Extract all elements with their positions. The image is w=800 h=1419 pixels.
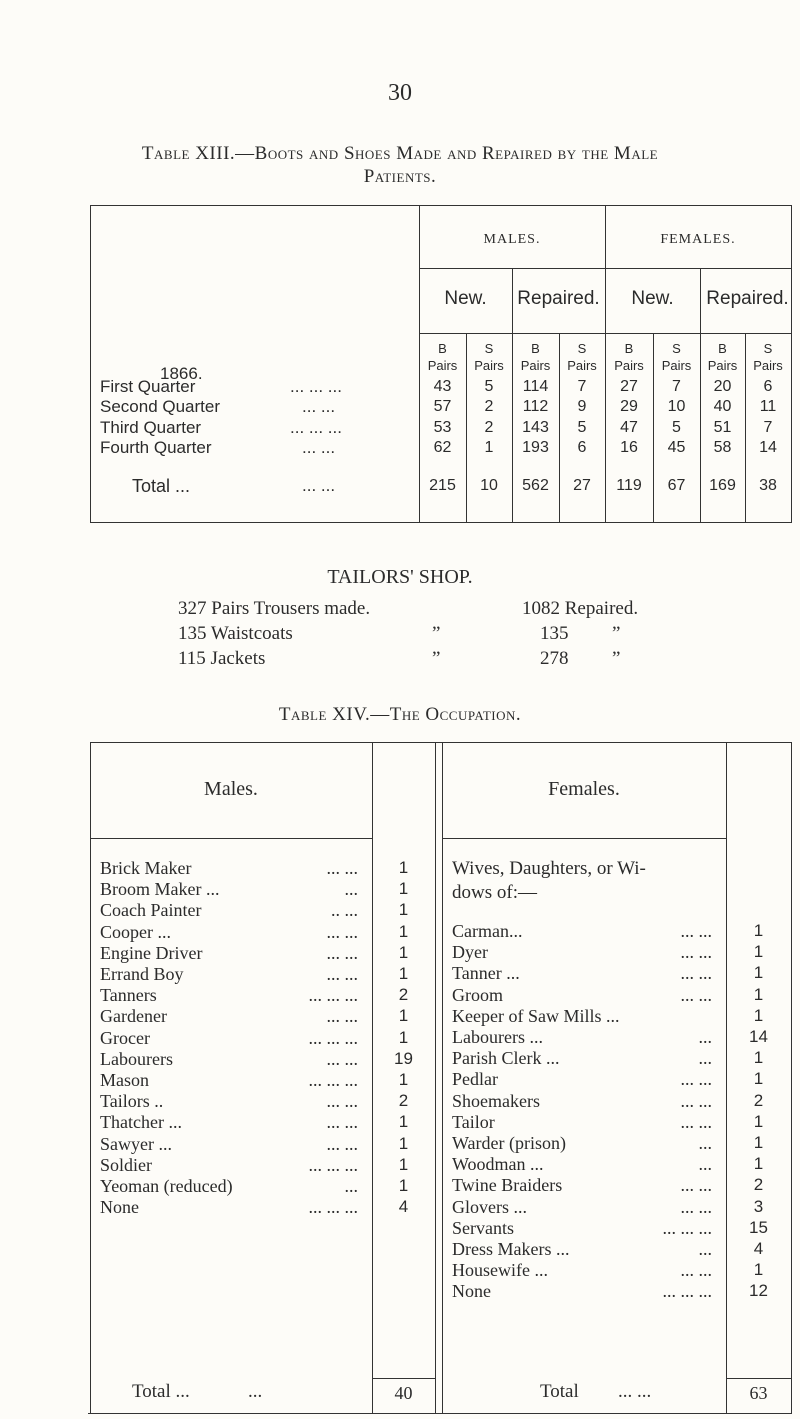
female-count: 1 — [753, 1069, 764, 1089]
females-group-head: FEMALES. — [660, 232, 736, 247]
female-occupation: Parish Clerk ... — [452, 1048, 560, 1069]
tailors-line-2-ditto: ” — [432, 623, 441, 644]
female-count: 14 — [749, 1027, 768, 1046]
male-count: 1 — [398, 1027, 409, 1047]
leader-dots: ... ... — [302, 476, 336, 495]
table-cell: 47 — [620, 419, 638, 436]
table-cell: 43 — [433, 378, 452, 395]
male-occupation: None — [100, 1197, 139, 1218]
female-occupation: Woodman ... — [452, 1154, 544, 1175]
tailors-line-3-ditto: ” — [432, 648, 441, 669]
female-count: 15 — [749, 1217, 768, 1237]
leader-dots: ... — [698, 1027, 712, 1047]
female-count: 1 — [753, 942, 764, 962]
table-cell: 193 — [522, 439, 549, 456]
female-occupation: Tanner ... — [452, 963, 520, 984]
female-count: 1 — [753, 984, 764, 1004]
males-new-head: New. — [444, 288, 487, 309]
table-cell: 29 — [620, 398, 638, 415]
males-total-value: 40 — [394, 1383, 413, 1403]
table-cell: 143 — [522, 419, 549, 436]
female-occupation: Pedlar — [452, 1069, 498, 1090]
male-occupation: Coach Painter — [100, 900, 202, 921]
table-cell: 27 — [620, 378, 638, 395]
table13-caption-line2: Patients. — [363, 166, 437, 187]
leader-dots: ... ... — [326, 1091, 358, 1112]
leader-dots: ... ... — [680, 1175, 712, 1196]
female-count: 2 — [753, 1090, 764, 1110]
female-occupation: Servants — [452, 1217, 514, 1238]
col-head-bottom: Pairs — [661, 358, 692, 373]
col-head-top: B — [531, 341, 540, 356]
tailors-line-2-ditto2: ” — [612, 623, 621, 644]
female-occupation: Groom — [452, 984, 503, 1005]
tailors-title: TAILORS' SHOP. — [327, 566, 473, 588]
leader-dots: ... — [344, 879, 358, 900]
male-count: 4 — [398, 1197, 409, 1217]
leader-dots: ... ... — [680, 1260, 712, 1281]
male-count: 1 — [398, 858, 409, 877]
total-cell: 562 — [522, 477, 549, 494]
leader-dots: ... ... — [302, 397, 336, 416]
table-cell: 45 — [667, 439, 686, 456]
male-count: 1 — [398, 964, 409, 983]
col-head-top: B — [438, 341, 447, 356]
table-cell: 16 — [620, 439, 638, 456]
total-cell: 10 — [480, 477, 498, 494]
col-head-bottom: Pairs — [427, 358, 458, 373]
leader-dots: ... — [698, 1133, 712, 1153]
tailors-line-3-item: 115 Jackets — [178, 648, 266, 669]
males-total-dots: ... — [248, 1381, 263, 1402]
table-cell: 9 — [577, 398, 587, 415]
female-occupation: Keeper of Saw Mills ... — [452, 1005, 620, 1026]
female-occupation: Carman... — [452, 921, 523, 941]
col-head-top: S — [763, 341, 773, 356]
table-cell: 10 — [667, 398, 686, 415]
tailors-line-3-ditto2: ” — [612, 648, 621, 669]
tailors-line-2-repaired: 135 — [540, 623, 569, 644]
leader-dots: ... ... — [326, 964, 358, 984]
quarter-label: Fourth Quarter — [100, 438, 212, 457]
col-head-bottom: Pairs — [474, 358, 504, 373]
male-count: 1 — [398, 900, 409, 920]
male-count: 1 — [398, 879, 409, 899]
male-count: 2 — [398, 1091, 409, 1111]
female-occupation: Warder (prison) — [452, 1133, 567, 1153]
male-occupation: Brick Maker — [100, 858, 192, 878]
table-cell: 7 — [577, 378, 587, 395]
col-head-top: B — [624, 341, 634, 356]
leader-dots: ... ... — [680, 1090, 712, 1111]
table-cell: 58 — [713, 439, 732, 456]
table-cell: 14 — [759, 439, 777, 456]
table-cell: 7 — [763, 419, 773, 436]
female-count: 1 — [753, 1133, 764, 1152]
table-cell: 53 — [433, 419, 452, 436]
table-cell: 5 — [484, 378, 494, 395]
females-total-label: Total — [540, 1381, 579, 1402]
male-occupation: Errand Boy — [100, 964, 184, 984]
female-occupation: Shoemakers — [452, 1090, 540, 1111]
female-occupation: Dyer — [452, 942, 488, 963]
female-count: 4 — [753, 1239, 764, 1258]
male-occupation: Thatcher ... — [100, 1112, 182, 1133]
table-cell: 51 — [713, 419, 732, 436]
col-head-bottom: Pairs — [520, 358, 551, 373]
males-head: Males. — [204, 778, 258, 800]
male-count: 2 — [398, 985, 409, 1005]
total-cell: 38 — [759, 477, 777, 494]
females-new-head: New. — [631, 288, 674, 309]
col-head-top: B — [718, 341, 727, 356]
female-count: 1 — [753, 1005, 764, 1025]
leader-dots: ... ... ... — [290, 377, 342, 396]
page-number: 30 — [388, 80, 412, 106]
leader-dots: ... ... — [680, 921, 712, 941]
total-cell: 215 — [429, 477, 456, 494]
male-occupation: Tanners — [100, 985, 157, 1006]
leader-dots: ... ... ... — [308, 1027, 358, 1048]
leader-dots: ... ... — [680, 1111, 712, 1132]
female-occupation: Dress Makers ... — [452, 1239, 570, 1259]
male-occupation: Soldier — [100, 1154, 152, 1175]
quarter-label: Second Quarter — [100, 397, 221, 416]
total-label: Total ... — [132, 476, 191, 496]
table-cell: 5 — [672, 419, 681, 436]
leader-dots: ... ... — [680, 942, 712, 963]
leader-dots: .. ... — [331, 900, 358, 921]
table14-caption: Table XIV.—The Occupation. — [278, 704, 522, 725]
female-count: 1 — [753, 921, 764, 940]
leader-dots: ... ... — [326, 1006, 358, 1027]
table-cell: 11 — [759, 398, 777, 415]
male-count: 1 — [398, 921, 409, 941]
table-cell: 2 — [484, 419, 494, 436]
leader-dots: ... ... — [326, 942, 358, 963]
table13-caption-line1: Table XIII.—Boots and Shoes Made and Repaired by the Male — [141, 143, 659, 164]
males-group-head: MALES. — [483, 232, 541, 247]
male-count: 1 — [398, 1006, 409, 1026]
female-occupation: Tailor — [452, 1111, 495, 1132]
male-count: 1 — [398, 942, 409, 962]
table-cell: 20 — [713, 378, 732, 395]
females-head: Females. — [548, 778, 620, 800]
table-cell: 6 — [577, 439, 587, 456]
total-cell: 169 — [709, 477, 736, 494]
leader-dots: ... ... ... — [308, 1070, 358, 1090]
female-count: 3 — [753, 1196, 764, 1216]
leader-dots: ... ... — [302, 438, 336, 457]
table-cell: 7 — [672, 378, 681, 395]
leader-dots: ... ... — [326, 1112, 358, 1133]
year-label: 1866. — [160, 364, 203, 383]
tailors-line-1-repaired: 1082 Repaired. — [522, 598, 639, 619]
female-count: 2 — [753, 1175, 764, 1195]
col-head-top: S — [577, 341, 587, 356]
table-cell: 112 — [522, 398, 549, 415]
females-total-value: 63 — [749, 1383, 768, 1403]
col-head-bottom: Pairs — [707, 358, 738, 373]
males-repaired-head: Repaired. — [517, 288, 600, 309]
female-count: 1 — [753, 1048, 764, 1068]
females-total-dots: ... ... — [618, 1381, 652, 1402]
leader-dots: ... ... ... — [308, 985, 358, 1006]
col-head-top: S — [672, 341, 681, 356]
table-cell: 2 — [484, 398, 494, 415]
total-cell: 67 — [667, 477, 686, 494]
male-occupation: Cooper ... — [100, 921, 171, 942]
leader-dots: ... ... — [326, 1048, 358, 1069]
females-intro-2: dows of:— — [452, 882, 537, 903]
females-intro-1: Wives, Daughters, or Wi- — [452, 858, 646, 879]
female-occupation: Housewife ... — [452, 1260, 548, 1281]
table-cell: 57 — [433, 398, 452, 415]
quarter-label: Third Quarter — [100, 418, 202, 437]
female-count: 1 — [753, 1260, 764, 1280]
leader-dots: ... — [698, 1048, 712, 1069]
leader-dots: ... ... ... — [308, 1197, 358, 1218]
male-occupation: Grocer — [100, 1027, 150, 1048]
male-occupation: Broom Maker ... — [100, 879, 220, 900]
total-cell: 119 — [616, 477, 642, 494]
male-occupation: Tailors .. — [100, 1091, 164, 1112]
table-cell: 6 — [763, 378, 773, 395]
leader-dots: ... ... ... — [290, 418, 342, 437]
col-head-bottom: Pairs — [567, 358, 597, 373]
table-cell: 62 — [433, 439, 452, 456]
female-occupation: Labourers ... — [452, 1027, 543, 1047]
tailors-line-1-item: 327 Pairs Trousers made. — [178, 598, 371, 619]
leader-dots: ... ... — [326, 858, 358, 878]
tailors-line-2-item: 135 Waistcoats — [178, 623, 293, 644]
male-count: 1 — [398, 1112, 409, 1132]
leader-dots: ... — [344, 1176, 358, 1196]
female-occupation: Twine Braiders — [452, 1175, 563, 1196]
male-occupation: Sawyer ... — [100, 1133, 172, 1154]
tailors-line-3-repaired: 278 — [540, 648, 569, 669]
table-cell: 114 — [522, 378, 549, 395]
female-count: 1 — [753, 963, 764, 983]
leader-dots: ... ... ... — [662, 1281, 712, 1302]
male-count: 1 — [398, 1070, 409, 1089]
male-occupation: Gardener — [100, 1006, 167, 1027]
quarter-label: First Quarter — [100, 377, 196, 396]
table-cell: 40 — [713, 398, 732, 415]
male-count: 19 — [394, 1048, 413, 1068]
male-occupation: Yeoman (reduced) — [100, 1176, 233, 1196]
male-count: 1 — [398, 1154, 409, 1174]
total-cell: 27 — [573, 477, 591, 494]
leader-dots: ... ... ... — [308, 1154, 358, 1175]
leader-dots: ... — [698, 1154, 712, 1175]
leader-dots: ... ... — [680, 1196, 712, 1217]
leader-dots: ... ... — [680, 1069, 712, 1090]
male-count: 1 — [398, 1133, 409, 1153]
female-count: 1 — [753, 1154, 764, 1174]
leader-dots: ... ... — [326, 921, 358, 942]
female-occupation: Glovers ... — [452, 1196, 527, 1217]
female-count: 1 — [753, 1111, 764, 1131]
males-total-label: Total ... — [132, 1381, 190, 1402]
male-occupation: Labourers — [100, 1048, 173, 1069]
leader-dots: ... — [698, 1239, 712, 1259]
col-head-bottom: Pairs — [614, 358, 644, 373]
female-count: 12 — [749, 1281, 768, 1301]
table-cell: 5 — [577, 419, 587, 436]
leader-dots: ... ... — [680, 963, 712, 984]
male-occupation: Mason — [100, 1070, 149, 1090]
male-occupation: Engine Driver — [100, 942, 203, 963]
female-occupation: None — [452, 1281, 491, 1302]
leader-dots: ... ... — [680, 984, 712, 1005]
col-head-top: S — [484, 341, 494, 356]
col-head-bottom: Pairs — [753, 358, 783, 373]
male-count: 1 — [398, 1176, 409, 1195]
females-repaired-head: Repaired. — [706, 288, 789, 309]
leader-dots: ... ... — [326, 1133, 358, 1154]
leader-dots: ... ... ... — [662, 1217, 712, 1238]
table-cell: 1 — [484, 439, 494, 456]
